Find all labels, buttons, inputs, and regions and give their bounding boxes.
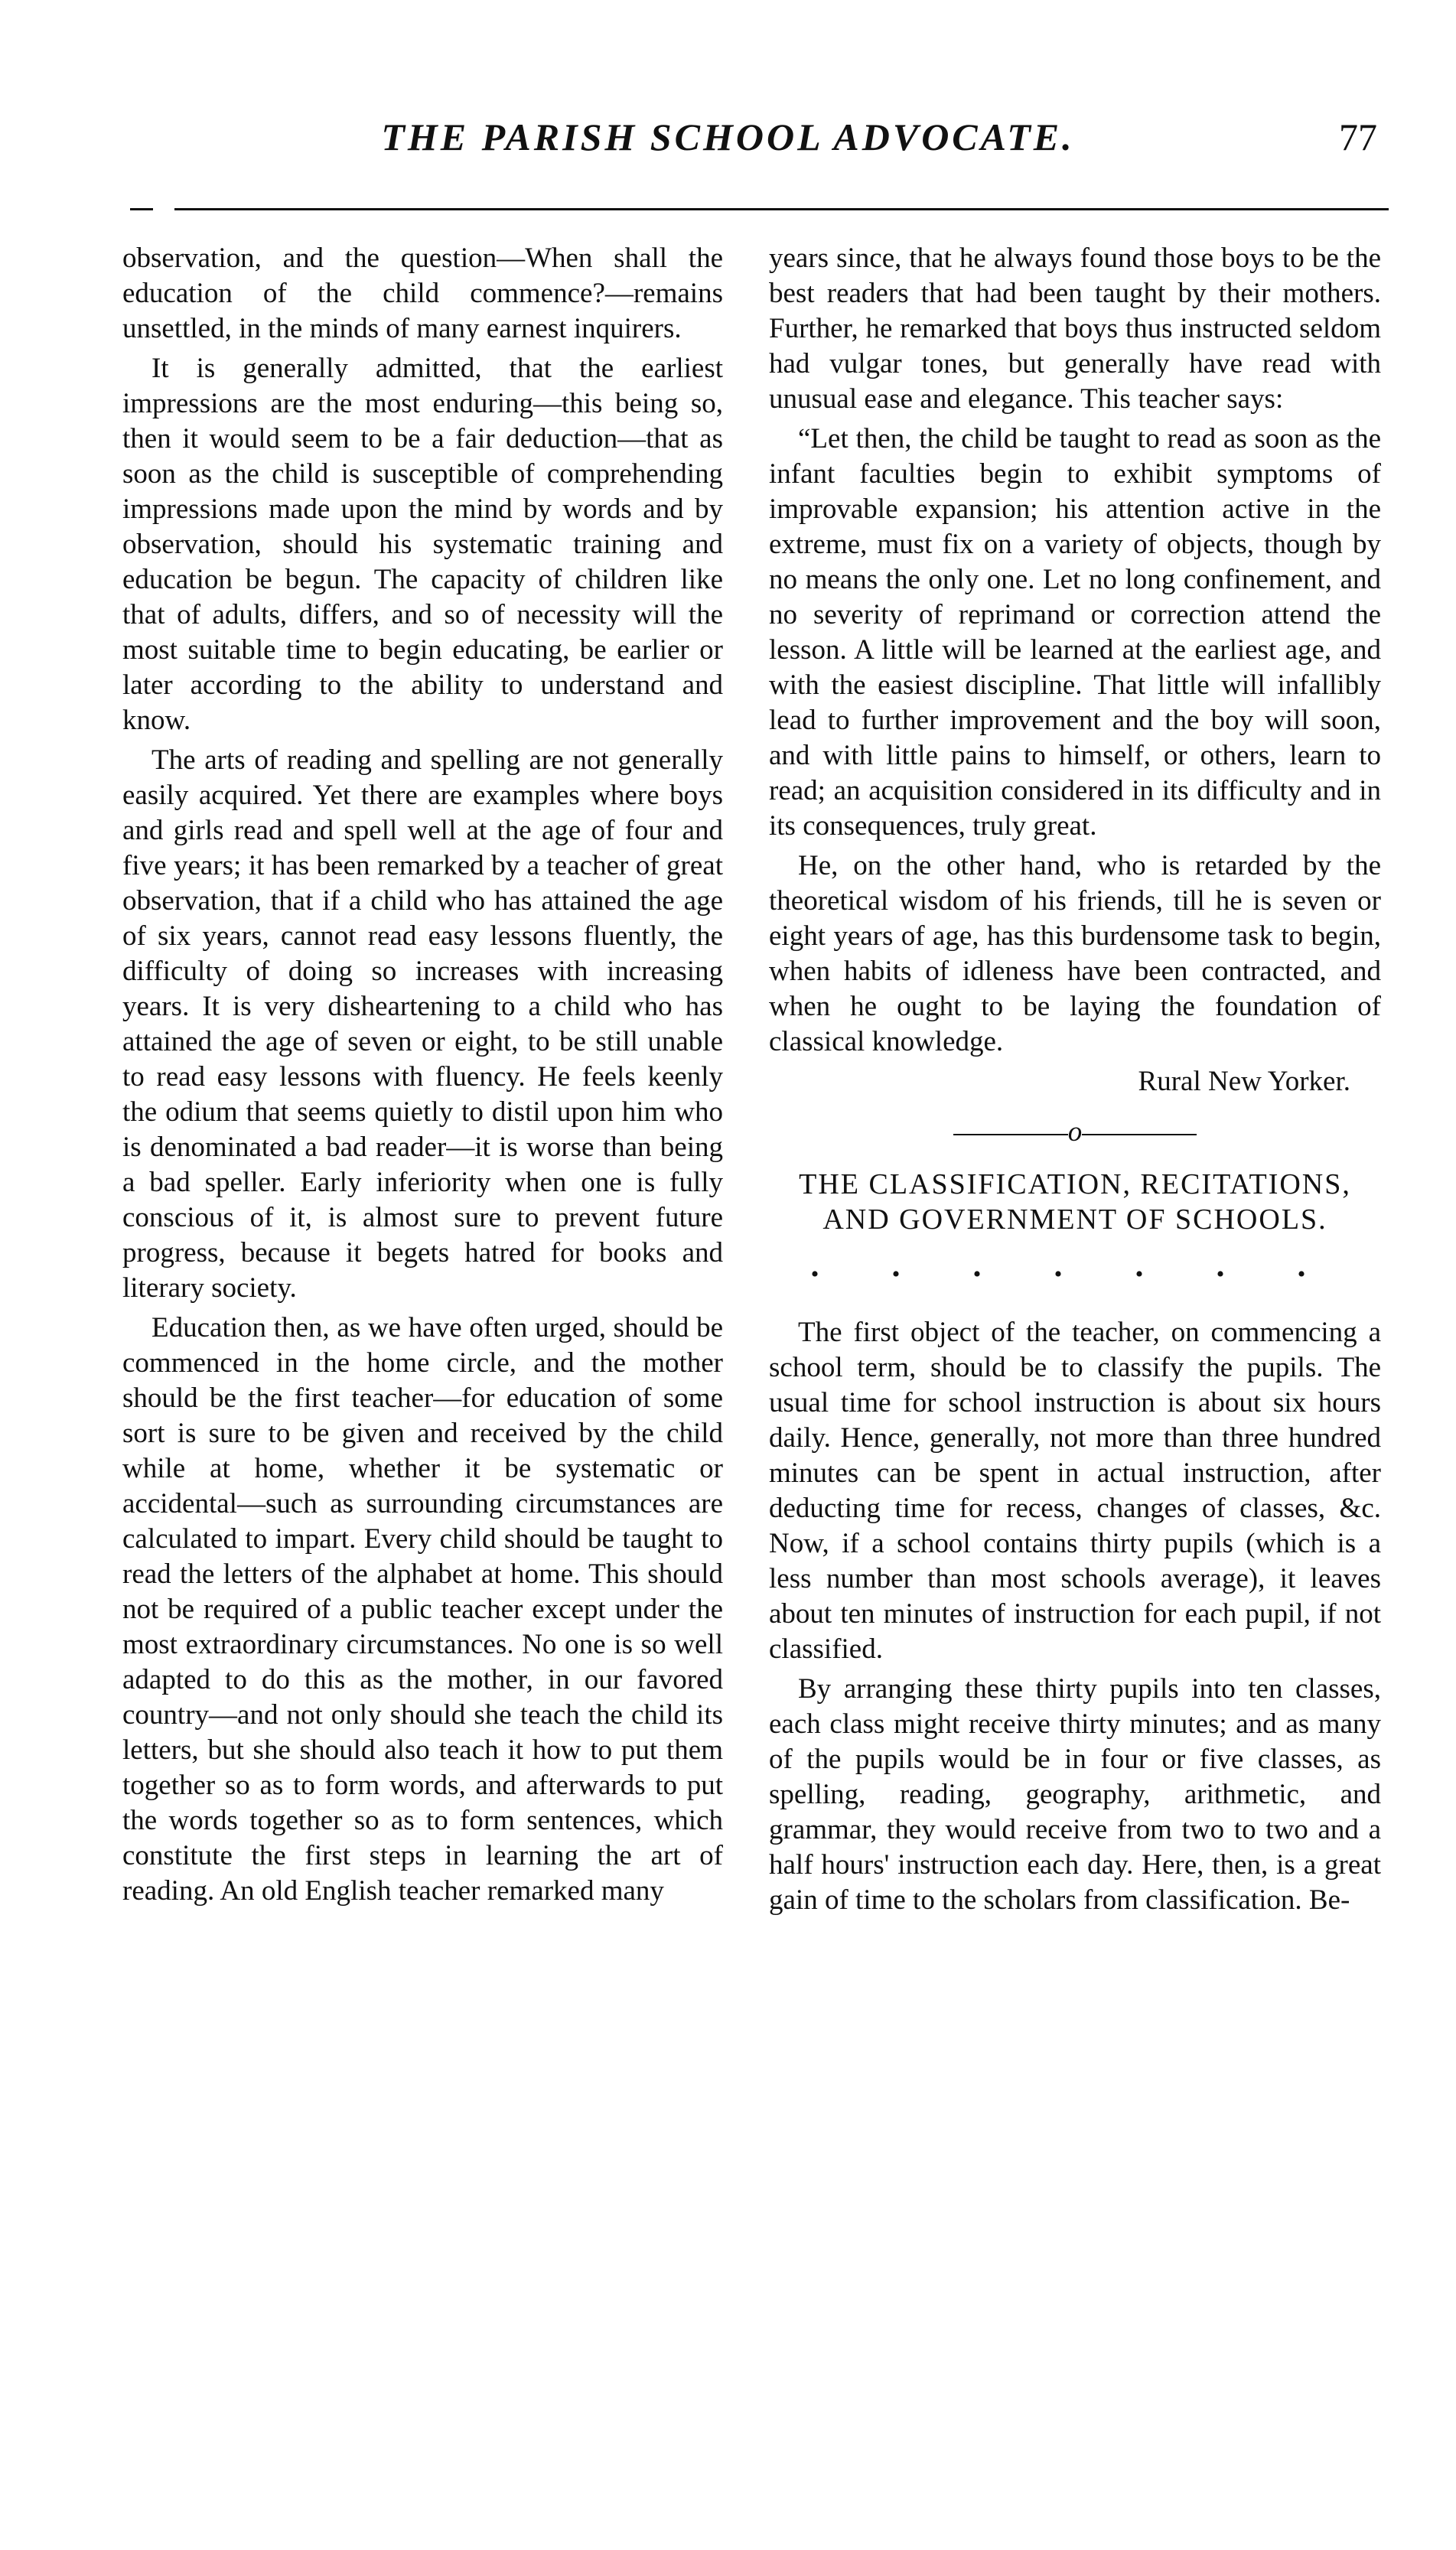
paragraph: It is generally admitted, that the earliest impressions are the most enduring—this being so, then it would seem to be a fair deduction—that as soon as the child is susceptible of comprehending impressions made upon the mind by words and by observation, should his systematic training and education be begun. The capacity of children like that of adults, differs, and so of necessity will the most suitable time to begin educating, be earlier or later according to the ability to understand and know. (122, 353, 723, 736)
paragraph: Education then, as we have often urged, should be commenced in the home circle, and the mother should be the first teacher—for education of some sort is sure to be given and received by the child while at home, whether it be systematic or accidental—such as surrounding circumstances are calculated to impart. Every child should be taught to read the letters of the alphabet at home. This should not be required of a public teacher except under the most extraordinary circumstances. No one is so well adapted to do this as the mother, in our favored country—and not only should she teach the child its letters, but she should also teach it how to put them together so as to form words, and afterwards to put the words together so as to form sentences, which constitute the first steps in learning the art of reading. An old English teacher remarked many (122, 1312, 723, 1907)
ellipsis-dots: • • • • • • • (810, 1262, 1340, 1287)
left-column (122, 241, 723, 2521)
separator-line-right (1082, 1134, 1197, 1135)
page-header (0, 115, 1456, 176)
page-number: 77 (1339, 116, 1377, 158)
article-heading: THE CLASSIFICATION, RECITATIONS, AND GOVERNMENT OF SCHOOLS. (799, 1168, 1351, 1236)
header-rule-gap (153, 205, 174, 213)
attribution: Rural New Yorker. (1138, 1066, 1350, 1097)
paragraph: He, on the other hand, who is retarded by the theoretical wisdom of his friends, till he is seven or eight years of age, has this burdensome task to begin, when habits of idleness have been contracted, and when he ought to be laying the foundation of classical knowledge. (769, 850, 1381, 1057)
paragraph: The first object of the teacher, on commencing a school term, should be to classify the pupils. The usual time for school instruction is about six hours daily. Hence, generally, not more than three hundred minutes can be spent in actual instruction, after deducting time for recess, changes of classes, &c. Now, if a school contains thirty pupils (which is a less number than most schools average), it leaves about ten minutes of instruction for each pupil, if not classified. (769, 1317, 1381, 1665)
quoted-paragraph: “Let then, the child be taught to read as soon as the infant faculties begin to exhibit symptoms of improvable expansion; his attention active in the extreme, must fix on a variety of objects, though by no means the only one. Let no long confinement, and no severity of reprimand or correction attend the lesson. A little will be learned at the earliest age, and with the easiest discipline. That little will infallibly lead to further improvement and the boy will soon, and with little pains to himself, or others, learn to read; an acquisition considered in its difficulty and in its consequences, truly great. (769, 423, 1381, 842)
separator-mark: o (1067, 1116, 1083, 1148)
right-column (769, 241, 1381, 2521)
paragraph: observation, and the question—When shall the education of the child commence?—remains unsettled, in the minds of many earnest inquirers. (122, 243, 723, 344)
separator-line-left (953, 1134, 1068, 1135)
header-rule (130, 208, 1389, 210)
paragraph: By arranging these thirty pupils into ten classes, each class might receive thirty minutes; and as many of the pupils would be in four or five classes, as spelling, reading, geography, arithmetic, and grammar, they would receive from two to two and a half hours' instruction each day. Here, then, is a great gain of time to the scholars from classification. Be- (769, 1673, 1381, 1916)
paragraph: The arts of reading and spelling are not generally easily acquired. Yet there are examples where boys and girls read and spell well at the age of four and five years; it has been remarked by a teacher of great observation, that if a child who has attained the age of six years, cannot read easy lessons fluently, the difficulty of doing so increases with increasing years. It is very disheartening to a child who has attained the age of seven or eight, to be still unable to read easy lessons with fluency. He feels keenly the odium that seems quietly to distil upon him who is denominated a bad reader—it is worse than being a bad speller. Early inferiority when one is fully conscious of it, is almost sure to prevent future progress, because it begets hatred for books and literary society. (122, 744, 723, 1304)
section-separator (769, 1115, 1381, 1150)
paragraph: years since, that he always found those boys to be the best readers that had been taught by their mothers. Further, he remarked that boys thus instructed seldom had vulgar tones, but generally have read with unusual ease and elegance. This teacher says: (769, 243, 1381, 415)
running-title: THE PARISH SCHOOL ADVOCATE. (381, 116, 1075, 158)
